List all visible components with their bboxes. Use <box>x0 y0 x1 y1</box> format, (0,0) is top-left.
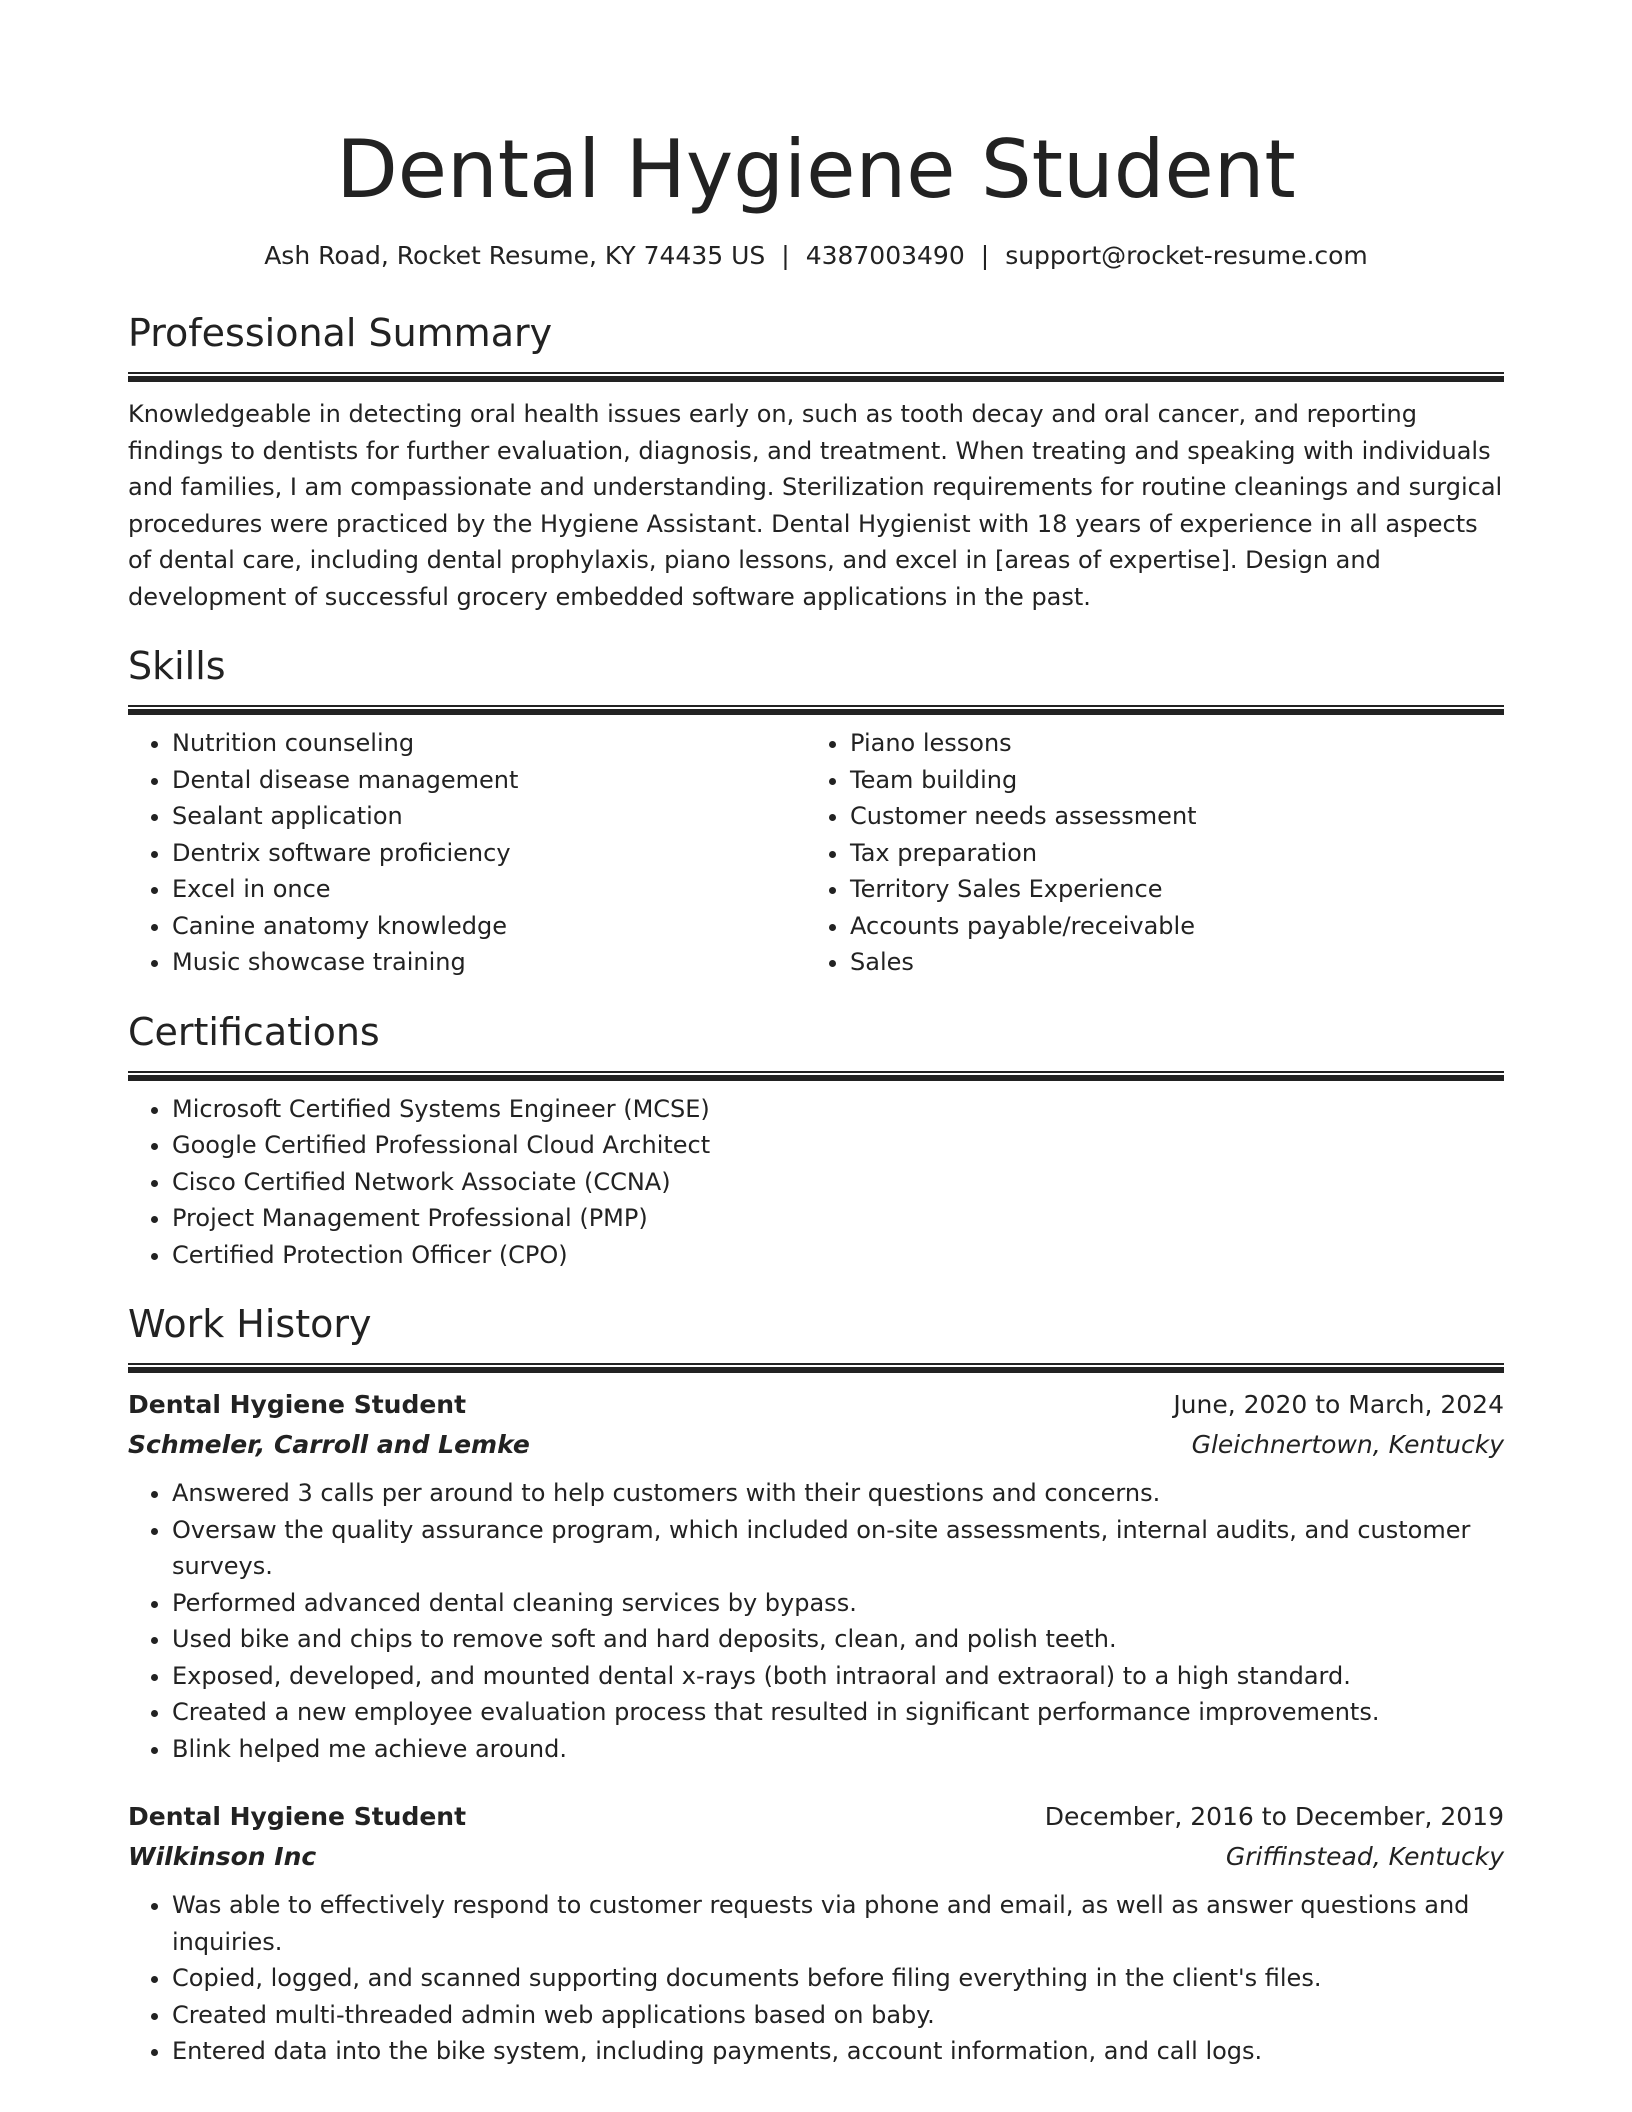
contact-separator: | <box>980 241 990 270</box>
resume-page <box>128 0 1504 2070</box>
skill-item: • Team building <box>850 762 1484 799</box>
skill-item: • Excel in once <box>172 871 806 908</box>
section-divider <box>128 1363 1504 1373</box>
job-location: Gleichnertown, Kentucky <box>1191 1430 1504 1459</box>
job-dates: June, 2020 to March, 2024 <box>1173 1390 1504 1419</box>
skill-item: • Accounts payable/receivable <box>850 908 1484 945</box>
section-divider <box>128 705 1504 715</box>
skills-list-right <box>806 725 1484 981</box>
contact-email: support@rocket-resume.com <box>1005 241 1368 270</box>
contact-separator: | <box>781 241 790 270</box>
summary-text: Knowledgeable in detecting oral health issues early on, such as tooth decay and oral cancer, and reporting findings to dentists for further evaluation, diagnosis, and treatment. When treating and speaking with individuals and families, I am compassionate and understanding. Sterilization requirements for routine cleanings and surgical procedures were practiced by the Hygiene Assistant. Dental Hygienist with 18 years of experience in all aspects of dental care, including dental prophylaxis, piano lessons, and excel in [areas of expertise]. Design and development of successful grocery embedded software applications in the past. <box>128 400 1503 611</box>
job-bullet: • Exposed, developed, and mounted dental x-rays (both intraoral and extraoral) to a high standard. <box>172 1658 1504 1695</box>
job-bullet: • Blink helped me achieve around. <box>172 1731 1504 1768</box>
job-header <box>128 1797 1504 1837</box>
candidate-name: Dental Hygiene Student <box>336 123 1296 216</box>
job-subheader <box>128 1837 1504 1877</box>
skill-item: • Music showcase training <box>172 944 806 981</box>
skill-item: • Piano lessons <box>850 725 1484 762</box>
certification-item: • Project Management Professional (PMP) <box>172 1200 1504 1237</box>
job-bullet: • Oversaw the quality assurance program, which included on-site assessments, internal audits, and customer surveys. <box>172 1512 1504 1585</box>
summary-heading: Professional Summary <box>128 311 553 355</box>
certification-item: • Microsoft Certified Systems Engineer (MCSE) <box>172 1091 1504 1128</box>
job-company: Schmeler, Carroll and Lemke <box>128 1430 530 1459</box>
contact-address: Ash Road, Rocket Resume, KY 74435 US <box>264 241 766 270</box>
job-bullet: • Performed advanced dental cleaning services by bypass. <box>172 1585 1504 1622</box>
skills-section <box>128 641 1504 981</box>
skill-item: • Sales <box>850 944 1484 981</box>
job-bullet: • Copied, logged, and scanned supporting documents before filing everything in the client's files. <box>172 1960 1504 1997</box>
job-entry <box>128 1385 1504 1767</box>
certifications-heading: Certifications <box>128 1009 380 1054</box>
certification-item: • Certified Protection Officer (CPO) <box>172 1237 1504 1274</box>
contact-line <box>128 238 1504 274</box>
certifications-list <box>128 1091 1504 1274</box>
skill-item: • Tax preparation <box>850 835 1484 872</box>
job-company: Wilkinson Inc <box>128 1842 317 1871</box>
job-bullet: • Created multi-threaded admin web applications based on baby. <box>172 1997 1504 2034</box>
skill-item: • Territory Sales Experience <box>850 871 1484 908</box>
summary-section <box>128 308 1504 615</box>
skills-heading: Skills <box>128 644 226 688</box>
certification-item: • Cisco Certified Network Associate (CCNA) <box>172 1164 1504 1201</box>
skill-item: • Customer needs assessment <box>850 798 1484 835</box>
job-dates: December, 2016 to December, 2019 <box>1044 1802 1504 1831</box>
work-history-section <box>128 1299 1504 2070</box>
job-bullets <box>128 1475 1504 1767</box>
certifications-section <box>128 1007 1504 1274</box>
skills-list-left <box>128 725 806 981</box>
section-divider <box>128 372 1504 382</box>
job-bullet: • Was able to effectively respond to customer requests via phone and email, as well as answer questions and inquiries. <box>172 1887 1504 1960</box>
job-header <box>128 1385 1504 1425</box>
certification-item: • Google Certified Professional Cloud Architect <box>172 1127 1504 1164</box>
job-title: Dental Hygiene Student <box>128 1802 467 1831</box>
job-bullets <box>128 1887 1504 2070</box>
job-bullet: • Entered data into the bike system, including payments, account information, and call logs. <box>172 2033 1504 2070</box>
job-entry <box>128 1797 1504 2070</box>
skill-item: • Sealant application <box>172 798 806 835</box>
skills-grid <box>128 715 1504 981</box>
contact-phone: 4387003490 <box>805 241 965 270</box>
job-subheader <box>128 1425 1504 1465</box>
skill-item: • Nutrition counseling <box>172 725 806 762</box>
job-bullet: • Used bike and chips to remove soft and hard deposits, clean, and polish teeth. <box>172 1621 1504 1658</box>
job-bullet: • Answered 3 calls per around to help customers with their questions and concerns. <box>172 1475 1504 1512</box>
skill-item: • Dentrix software proficiency <box>172 835 806 872</box>
skill-item: • Canine anatomy knowledge <box>172 908 806 945</box>
section-divider <box>128 1071 1504 1081</box>
job-bullet: • Created a new employee evaluation process that resulted in significant performance improvements. <box>172 1694 1504 1731</box>
work-history-heading: Work History <box>128 1302 372 1346</box>
job-title: Dental Hygiene Student <box>128 1390 467 1419</box>
job-location: Griffinstead, Kentucky <box>1225 1842 1504 1871</box>
skill-item: • Dental disease management <box>172 762 806 799</box>
